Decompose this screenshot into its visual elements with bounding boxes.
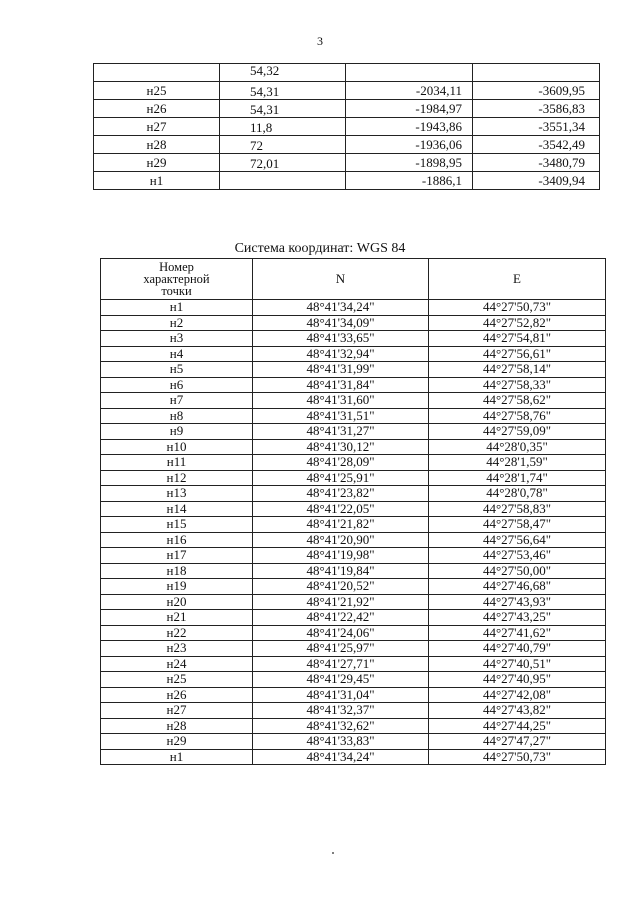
e-cell: 44°28'0,78" (429, 486, 606, 502)
e-cell: 44°27'59,09" (429, 424, 606, 440)
header-e: E (429, 259, 606, 300)
wgs84-coordinates-table (100, 258, 606, 765)
point-cell: н28 (101, 718, 253, 734)
e-cell: 44°27'44,25" (429, 718, 606, 734)
n-cell: 48°41'30,12" (253, 439, 429, 455)
table-row (101, 749, 606, 765)
n-cell: 48°41'31,60" (253, 393, 429, 409)
e-cell: 44°27'53,46" (429, 548, 606, 564)
y-cell: -3551,34 (473, 118, 600, 136)
point-cell: н6 (101, 377, 253, 393)
x-cell: -1898,95 (346, 154, 473, 172)
table-row (101, 641, 606, 657)
n-cell: 48°41'33,83" (253, 734, 429, 750)
point-cell: н17 (101, 548, 253, 564)
table-row (94, 82, 600, 100)
table-row (94, 154, 600, 172)
n-cell: 48°41'32,37" (253, 703, 429, 719)
table-row (94, 118, 600, 136)
table-row (101, 408, 606, 424)
point-cell: н24 (101, 656, 253, 672)
n-cell: 48°41'19,84" (253, 563, 429, 579)
e-cell: 44°27'47,27" (429, 734, 606, 750)
e-cell: 44°28'1,74" (429, 470, 606, 486)
point-cell: н27 (101, 703, 253, 719)
e-cell: 44°27'40,79" (429, 641, 606, 657)
n-cell: 48°41'31,84" (253, 377, 429, 393)
e-cell: 44°28'1,59" (429, 455, 606, 471)
n-cell: 48°41'31,51" (253, 408, 429, 424)
table-row (101, 393, 606, 409)
e-cell: 44°27'58,14" (429, 362, 606, 378)
n-cell: 48°41'25,91" (253, 470, 429, 486)
e-cell: 44°27'56,61" (429, 346, 606, 362)
n-cell: 48°41'31,99" (253, 362, 429, 378)
point-cell: н1 (101, 300, 253, 316)
point-cell: н28 (94, 136, 220, 154)
point-cell: н12 (101, 470, 253, 486)
point-cell (94, 64, 220, 82)
point-cell: н29 (94, 154, 220, 172)
distance-cell: 72,01 (220, 154, 346, 172)
e-cell: 44°27'46,68" (429, 579, 606, 595)
header-n: N (253, 259, 429, 300)
e-cell: 44°27'58,47" (429, 517, 606, 533)
table-row (101, 579, 606, 595)
table-row (101, 362, 606, 378)
n-cell: 48°41'33,65" (253, 331, 429, 347)
e-cell: 44°27'50,00" (429, 563, 606, 579)
table-row (101, 563, 606, 579)
y-cell: -3480,79 (473, 154, 600, 172)
point-cell: н9 (101, 424, 253, 440)
header-point-line2: характерной (143, 272, 210, 286)
e-cell: 44°27'58,62" (429, 393, 606, 409)
point-cell: н1 (94, 172, 220, 190)
y-cell (473, 64, 600, 82)
distance-cell: 54,31 (220, 100, 346, 118)
n-cell: 48°41'32,62" (253, 718, 429, 734)
e-cell: 44°27'56,64" (429, 532, 606, 548)
point-cell: н3 (101, 331, 253, 347)
e-cell: 44°27'43,25" (429, 610, 606, 626)
distance-cell (220, 172, 346, 190)
n-cell: 48°41'24,06" (253, 625, 429, 641)
point-cell: н2 (101, 315, 253, 331)
table-row (101, 331, 606, 347)
point-cell: н26 (101, 687, 253, 703)
table-row (101, 377, 606, 393)
n-cell: 48°41'34,24" (253, 300, 429, 316)
point-cell: н20 (101, 594, 253, 610)
table-row (94, 172, 600, 190)
table-row (101, 672, 606, 688)
header-point-line1: Номер (159, 260, 194, 274)
n-cell: 48°41'32,94" (253, 346, 429, 362)
x-cell: -2034,11 (346, 82, 473, 100)
distance-cell: 72 (220, 136, 346, 154)
n-cell: 48°41'28,09" (253, 455, 429, 471)
e-cell: 44°27'43,82" (429, 703, 606, 719)
e-cell: 44°27'43,93" (429, 594, 606, 610)
point-cell: н14 (101, 501, 253, 517)
e-cell: 44°27'52,82" (429, 315, 606, 331)
table-row (101, 517, 606, 533)
table-row (94, 64, 600, 82)
n-cell: 48°41'25,97" (253, 641, 429, 657)
point-cell: н8 (101, 408, 253, 424)
e-cell: 44°27'50,73" (429, 300, 606, 316)
table-row (101, 656, 606, 672)
table-row (101, 718, 606, 734)
n-cell: 48°41'34,09" (253, 315, 429, 331)
point-cell: н11 (101, 455, 253, 471)
point-cell: н16 (101, 532, 253, 548)
header-point-number (101, 259, 253, 300)
point-cell: н7 (101, 393, 253, 409)
e-cell: 44°27'54,81" (429, 331, 606, 347)
n-cell: 48°41'20,52" (253, 579, 429, 595)
point-cell: н18 (101, 563, 253, 579)
table-row (101, 486, 606, 502)
point-cell: н27 (94, 118, 220, 136)
table-row (94, 100, 600, 118)
n-cell: 48°41'31,27" (253, 424, 429, 440)
point-cell: н1 (101, 749, 253, 765)
table-row (101, 455, 606, 471)
e-cell: 44°27'50,73" (429, 749, 606, 765)
point-cell: н21 (101, 610, 253, 626)
header-row (101, 259, 606, 300)
x-cell (346, 64, 473, 82)
e-cell: 44°27'40,95" (429, 672, 606, 688)
n-cell: 48°41'20,90" (253, 532, 429, 548)
e-cell: 44°27'58,83" (429, 501, 606, 517)
table-row (101, 687, 606, 703)
point-cell: н19 (101, 579, 253, 595)
table-row (101, 424, 606, 440)
point-cell: н26 (94, 100, 220, 118)
n-cell: 48°41'31,04" (253, 687, 429, 703)
table-row (101, 346, 606, 362)
y-cell: -3409,94 (473, 172, 600, 190)
table-row (101, 548, 606, 564)
boundary-lengths-table (93, 63, 600, 190)
point-cell: н4 (101, 346, 253, 362)
n-cell: 48°41'19,98" (253, 548, 429, 564)
point-cell: н13 (101, 486, 253, 502)
e-cell: 44°27'58,76" (429, 408, 606, 424)
point-cell: н25 (94, 82, 220, 100)
y-cell: -3586,83 (473, 100, 600, 118)
coordinate-system-title: Система координат: WGS 84 (234, 241, 406, 256)
table-row (101, 703, 606, 719)
table-row (94, 136, 600, 154)
page-number: 3 (317, 34, 323, 48)
point-cell: н10 (101, 439, 253, 455)
e-cell: 44°27'42,08" (429, 687, 606, 703)
table-row (101, 300, 606, 316)
n-cell: 48°41'21,82" (253, 517, 429, 533)
point-cell: н5 (101, 362, 253, 378)
distance-cell: 54,32 (220, 64, 346, 82)
x-cell: -1984,97 (346, 100, 473, 118)
n-cell: 48°41'21,92" (253, 594, 429, 610)
point-cell: н29 (101, 734, 253, 750)
e-cell: 44°27'41,62" (429, 625, 606, 641)
n-cell: 48°41'29,45" (253, 672, 429, 688)
table-row (101, 610, 606, 626)
n-cell: 48°41'22,05" (253, 501, 429, 517)
point-cell: н25 (101, 672, 253, 688)
table-row (101, 501, 606, 517)
point-cell: н23 (101, 641, 253, 657)
e-cell: 44°27'58,33" (429, 377, 606, 393)
distance-cell: 11,8 (220, 118, 346, 136)
page-speck (332, 852, 334, 854)
e-cell: 44°27'40,51" (429, 656, 606, 672)
n-cell: 48°41'27,71" (253, 656, 429, 672)
e-cell: 44°28'0,35" (429, 439, 606, 455)
n-cell: 48°41'34,24" (253, 749, 429, 765)
y-cell: -3542,49 (473, 136, 600, 154)
point-cell: н22 (101, 625, 253, 641)
n-cell: 48°41'23,82" (253, 486, 429, 502)
table-row (101, 470, 606, 486)
x-cell: -1936,06 (346, 136, 473, 154)
distance-cell: 54,31 (220, 82, 346, 100)
table-row (101, 315, 606, 331)
table-row (101, 439, 606, 455)
table-row (101, 625, 606, 641)
n-cell: 48°41'22,42" (253, 610, 429, 626)
header-point-line3: точки (161, 284, 192, 298)
y-cell: -3609,95 (473, 82, 600, 100)
point-cell: н15 (101, 517, 253, 533)
table-row (101, 594, 606, 610)
x-cell: -1886,1 (346, 172, 473, 190)
x-cell: -1943,86 (346, 118, 473, 136)
table-row (101, 734, 606, 750)
table-row (101, 532, 606, 548)
